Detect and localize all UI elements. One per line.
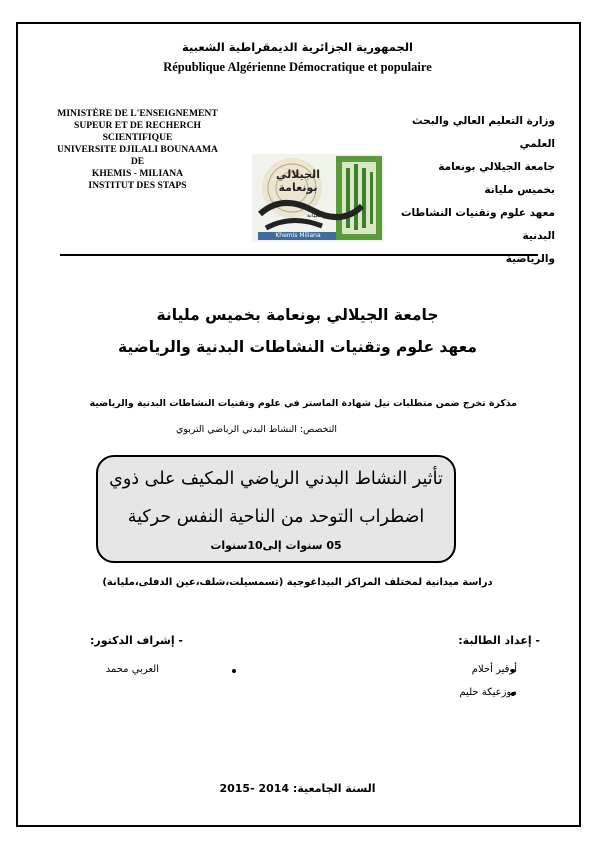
logo-arabic-text: الجيلالي بونعامة [276,168,320,194]
logo-caption: خميس مليانة [306,212,340,219]
university-line: DE [130,156,145,167]
university-line-ar: جامعة الجيلالي بونعامة [438,161,555,173]
prepared-by-label: - إعداد الطالبة: [458,634,540,647]
supervisor-name: العربي محمد [105,664,159,675]
field-study-line: دراسة ميدانية لمختلف المراكز البيداغوجية (تسمسيلت،شلف،عين الدفلى،مليانة) [102,577,493,588]
university-logo [252,154,384,242]
student-name: أوقير أحلام [471,664,517,675]
university-line: UNIVERSITE DJILALI BOUNAAMA [57,144,218,155]
university-title: جامعة الجيلالي بونعامة بخميس مليانة [156,306,439,324]
thesis-title-line-2: اضطراب التوحد من الناحية النفس حركية [127,507,425,527]
header-divider [60,254,538,256]
specialty-line: التخصص: النشاط البدني الرياضي التربوي [176,424,337,435]
thesis-title-box [96,455,456,563]
bullet-icon [232,669,236,673]
academic-year: السنة الجامعية: 2014 -2015 [219,782,376,795]
institute-line: INSTITUT DES STAPS [88,180,187,191]
thesis-title-line-1: تأثير النشاط البدني الرياضي المكيف على ذوي [109,469,443,489]
ministry-line: MINISTÈRE DE L'ENSEIGNEMENT [57,108,218,119]
ministry-line: SCIENTIFIQUE [102,132,173,143]
ministry-block-arabic [375,110,555,271]
city-line: KHEMIS - MILIANA [91,168,184,179]
city-line-ar: بخميس مليانة [484,184,555,196]
logo-latin-text: Khemis Miliana [275,232,321,239]
memo-description: مذكرة تخرج ضمن متطلبات نيل شهادة الماستر في علوم وتقنيات النشاطات البدنية والرياضية [89,398,517,409]
institute-title: معهد علوم وتقنيات النشاطات البدنية والرياضية [118,338,477,356]
thesis-age-range: 05 سنوات إلى10سنوات [210,539,342,552]
header-arabic-republic: الجمهورية الجزائرية الديمقراطية الشعبية [181,40,413,54]
institute-line-ar-2: والرياضية [505,253,555,265]
ministry-block-french [30,108,245,192]
ministry-line: SUPEUR ET DE RECHERCH [74,120,201,131]
supervisor-label: - إشراف الدكتور: [90,634,183,647]
student-name: موزعيكة حليم [459,687,517,698]
ministry-line-ar: وزارة التعليم العالي والبحث العلمي [412,115,555,150]
header-french-republic: République Algérienne Démocratique et populaire [163,60,432,74]
institute-line-ar: معهد علوم وتقنيات النشاطات البدنية [400,207,555,242]
